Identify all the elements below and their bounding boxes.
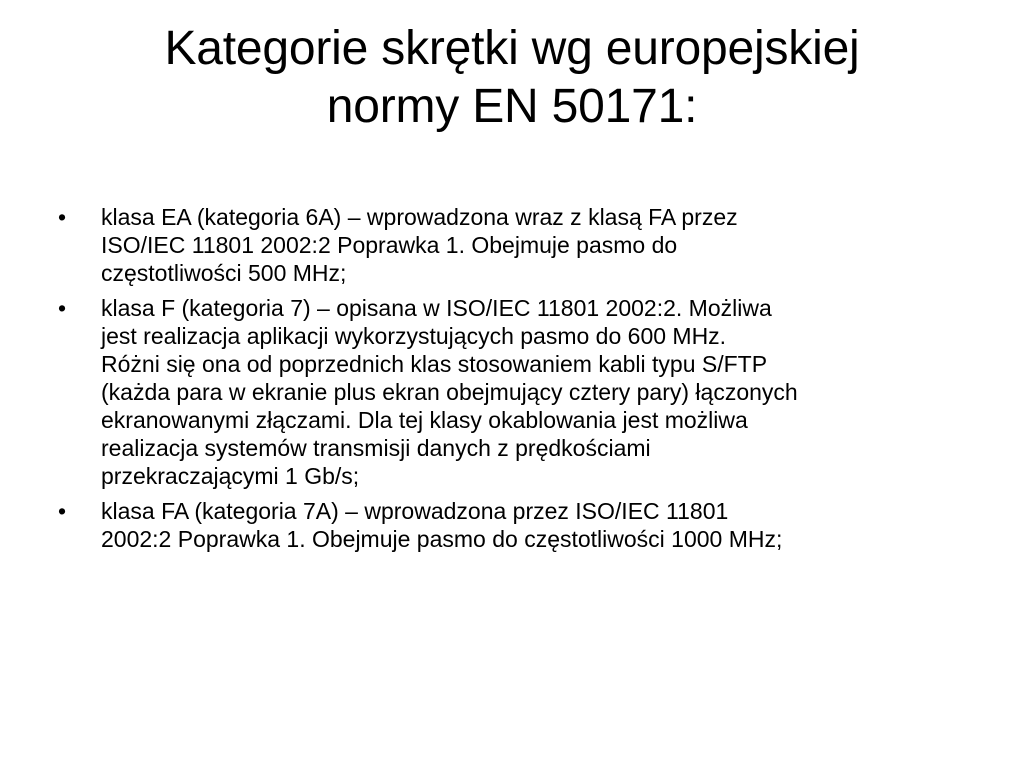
bullet-item-class-ea — [58, 203, 978, 287]
bullet-text-line: przekraczającymi 1 Gb/s; — [101, 463, 360, 489]
bullet-text-line: klasa EA (kategoria 6A) – wprowadzona wraz z klasą FA przez — [101, 204, 738, 230]
bullet-item-class-fa — [58, 497, 978, 553]
bullet-text-line: klasa FA (kategoria 7A) – wprowadzona przez ISO/IEC 11801 — [101, 498, 729, 524]
bullet-text-line: klasa F (kategoria 7) – opisana w ISO/IEC 11801 2002:2. Możliwa — [101, 295, 772, 321]
bullet-icon: • — [58, 498, 67, 524]
slide-title — [60, 20, 964, 136]
bullet-list — [58, 203, 978, 560]
bullet-item-class-f — [58, 294, 978, 490]
bullet-text-line: jest realizacja aplikacji wykorzystujących pasmo do 600 MHz. — [101, 323, 727, 349]
bullet-icon: • — [58, 204, 67, 230]
bullet-icon: • — [58, 295, 67, 321]
bullet-text-line: (każda para w ekranie plus ekran obejmujący cztery pary) łączonych — [101, 379, 798, 405]
bullet-text-line: realizacja systemów transmisji danych z prędkościami — [101, 435, 651, 461]
bullet-text-line: ekranowanymi złączami. Dla tej klasy okablowania jest możliwa — [101, 407, 748, 433]
slide-title-line: Kategorie skrętki wg europejskiej — [164, 22, 860, 75]
bullet-text-line: Różni się ona od poprzednich klas stosowaniem kabli typu S/FTP — [101, 351, 768, 377]
slide-title-line: normy EN 50171: — [326, 80, 698, 133]
bullet-text-line: 2002:2 Poprawka 1. Obejmuje pasmo do częstotliwości 1000 MHz; — [101, 526, 783, 552]
bullet-text-line: ISO/IEC 11801 2002:2 Poprawka 1. Obejmuje pasmo do — [101, 232, 678, 258]
bullet-text-line: częstotliwości 500 MHz; — [101, 260, 347, 286]
